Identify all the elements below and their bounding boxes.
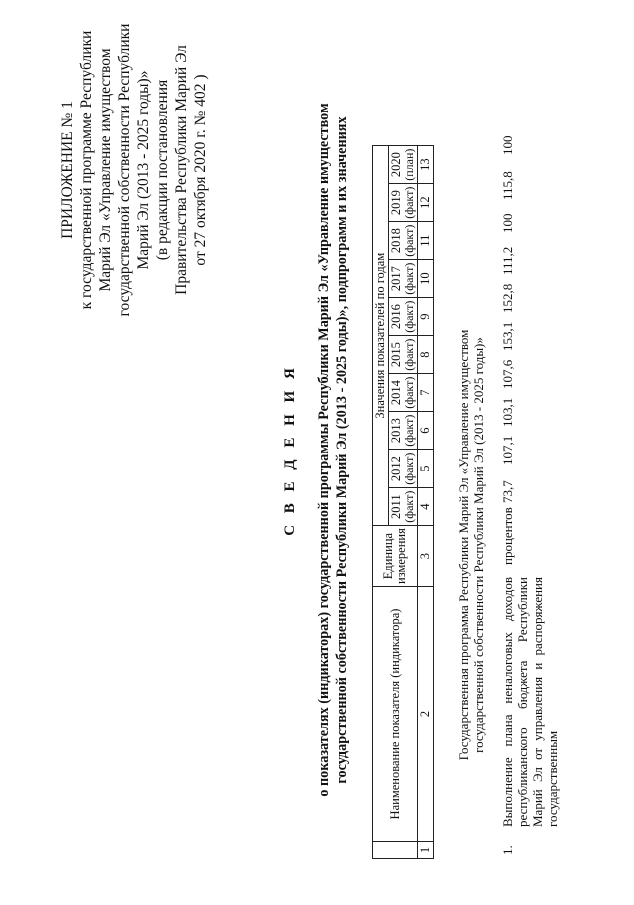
header-year-cell [389,184,418,222]
year-label: 2012 [389,456,403,482]
year-kind: (план) [402,148,416,181]
column-number-cell: 10 [418,260,434,298]
header-year-cell [389,374,418,412]
indicator-value-2013: 103,1 [500,397,515,427]
column-number-row [418,146,434,859]
indicator-value-2017: 111,2 [500,246,515,275]
indicator-value-2018: 100 [500,213,515,233]
row-number: 1. [500,845,515,855]
column-number-cell: 11 [418,222,434,260]
column-number-cell: 9 [418,298,434,336]
appendix-line: государственной собственности Республики [116,23,133,317]
header-year-cell [389,488,418,526]
year-kind: (факт) [402,452,416,485]
column-number-cell: 4 [418,488,434,526]
year-label: 2018 [389,228,403,254]
year-label: 2011 [389,494,403,519]
document-subtitle-line-1: о показателях (индикаторах) государственной программы Республики Марий Эл «Управление имуществом [316,103,332,797]
document-title: С В Е Д Е Н И Я [282,364,298,536]
column-number-cell: 1 [418,842,434,859]
column-number-cell: 2 [418,587,434,842]
table-header-row [373,146,389,859]
indicators-table [372,145,434,859]
column-number-cell: 5 [418,450,434,488]
year-kind: (факт) [402,490,416,523]
indicator-value-2012: 107,1 [500,435,515,465]
header-year-cell [389,450,418,488]
year-kind: (факт) [402,262,416,295]
year-kind: (факт) [402,338,416,371]
appendix-line: Марий Эл (2013 - 2025 годы)» [135,70,152,270]
indicator-row-1 [500,25,580,855]
header-cell-values-group: Значения показателей по годам [373,146,389,526]
header-cell-name: Наименование показателя (индикатора) [373,587,418,842]
year-label: 2013 [389,418,403,444]
year-kind: (факт) [402,300,416,333]
header-year-cell [389,146,418,184]
column-number-cell: 3 [418,526,434,587]
year-label: 2014 [389,380,403,406]
indicator-value-2011: 73,7 [500,480,515,503]
appendix-line: от 27 октября 2020 г. № 402 ) [192,74,209,266]
year-kind: (факт) [402,186,416,219]
header-year-cell [389,260,418,298]
program-title: Государственная программа Республики Марий Эл «Управление имуществом государственной собственности Республики Марий Эл (2013 - 2025 годы)» [456,329,486,761]
appendix-line: ПРИЛОЖЕНИЕ № 1 [59,101,76,239]
indicator-value-2016: 152,8 [500,283,515,313]
year-kind: (факт) [402,224,416,257]
indicator-value-2015: 153,1 [500,321,515,351]
indicator-value-2020: 100 [500,135,515,155]
column-number-cell: 12 [418,184,434,222]
header-year-cell [389,336,418,374]
appendix-line: (в редакции постановления [154,79,171,261]
column-number-cell: 13 [418,146,434,184]
column-number-cell: 8 [418,336,434,374]
indicator-name: Выполнение плана неналоговых доходов республиканского бюджета Республики Марий Эл от управления и распоряжения государственным [500,577,560,827]
header-year-cell [389,298,418,336]
year-kind: (факт) [402,376,416,409]
appendix-block [58,5,210,335]
header-cell-num [373,842,418,859]
appendix-line: к государственной программе Республики [78,30,95,310]
year-label: 2019 [389,190,403,216]
indicator-value-2014: 107,6 [500,359,515,389]
year-label: 2020 [389,152,403,178]
year-label: 2015 [389,342,403,368]
year-label: 2017 [389,266,403,292]
appendix-line: Марий Эл «Управление имуществом [97,48,114,292]
header-cell-unit: Единица измерения [373,526,418,587]
appendix-line: Правительства Республики Марий Эл [173,45,190,295]
document-heading [282,35,351,865]
header-year-cell [389,412,418,450]
column-number-cell: 7 [418,374,434,412]
header-year-cell [389,222,418,260]
indicator-value-2019: 115,8 [500,171,515,200]
indicator-unit: процентов [500,507,515,565]
column-number-cell: 6 [418,412,434,450]
year-label: 2016 [389,304,403,330]
year-kind: (факт) [402,414,416,447]
document-subtitle-line-2: государственной собственности Республики Марий Эл (2013 - 2025 годы)», подпрограмм и их значениях [334,116,350,784]
